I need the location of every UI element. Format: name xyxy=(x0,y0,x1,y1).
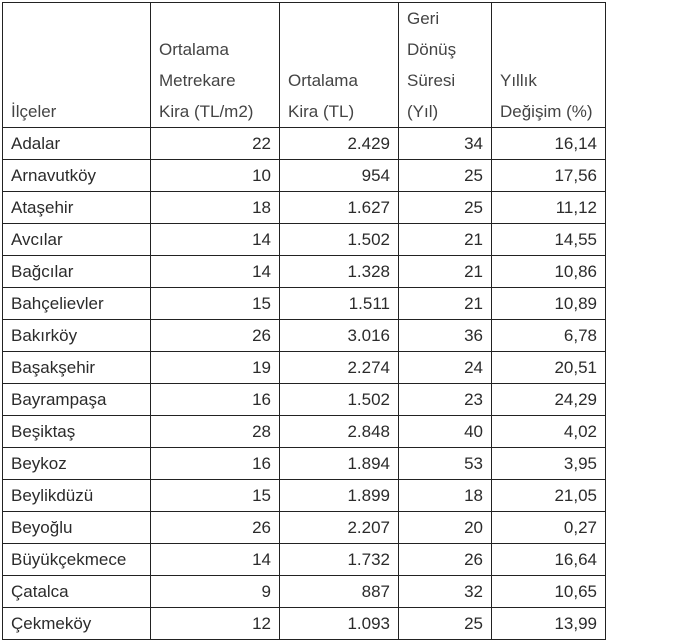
cell-district: Bayrampaşa xyxy=(3,384,151,416)
cell-annual-change: 0,27 xyxy=(492,512,606,544)
cell-annual-change: 16,14 xyxy=(492,128,606,160)
table-row xyxy=(3,544,606,576)
cell-avg-rent: 1.502 xyxy=(280,384,399,416)
cell-district: Büyükçekmece xyxy=(3,544,151,576)
cell-avg-sqm-rent: 14 xyxy=(151,256,280,288)
cell-district: Bağcılar xyxy=(3,256,151,288)
header-annual-change xyxy=(492,3,606,128)
table-row xyxy=(3,416,606,448)
table-header xyxy=(3,3,606,128)
cell-avg-rent: 887 xyxy=(280,576,399,608)
cell-payback-period: 26 xyxy=(399,544,492,576)
header-line: Metrekare xyxy=(159,71,236,90)
table-row xyxy=(3,448,606,480)
header-avg-rent xyxy=(280,3,399,128)
cell-annual-change: 20,51 xyxy=(492,352,606,384)
header-line: Değişim (%) xyxy=(500,102,593,121)
cell-annual-change: 24,29 xyxy=(492,384,606,416)
cell-payback-period: 20 xyxy=(399,512,492,544)
header-line: Dönüş xyxy=(407,40,457,59)
cell-district: Avcılar xyxy=(3,224,151,256)
header-line: Geri xyxy=(407,9,440,28)
cell-payback-period: 53 xyxy=(399,448,492,480)
cell-district: Çekmeköy xyxy=(3,608,151,640)
cell-payback-period: 25 xyxy=(399,192,492,224)
rent-table-container xyxy=(2,2,606,640)
cell-payback-period: 23 xyxy=(399,384,492,416)
cell-avg-sqm-rent: 28 xyxy=(151,416,280,448)
cell-avg-rent: 1.732 xyxy=(280,544,399,576)
table-row xyxy=(3,160,606,192)
cell-payback-period: 34 xyxy=(399,128,492,160)
cell-avg-sqm-rent: 12 xyxy=(151,608,280,640)
cell-avg-sqm-rent: 14 xyxy=(151,544,280,576)
table-row xyxy=(3,352,606,384)
cell-annual-change: 11,12 xyxy=(492,192,606,224)
cell-payback-period: 25 xyxy=(399,160,492,192)
cell-annual-change: 10,86 xyxy=(492,256,606,288)
header-line: Ortalama xyxy=(288,71,358,90)
cell-avg-sqm-rent: 10 xyxy=(151,160,280,192)
header-line: (Yıl) xyxy=(407,102,439,121)
table-row xyxy=(3,384,606,416)
cell-payback-period: 21 xyxy=(399,256,492,288)
table-body xyxy=(3,128,606,640)
table-row xyxy=(3,512,606,544)
cell-avg-rent: 1.627 xyxy=(280,192,399,224)
header-line: Süresi xyxy=(407,71,456,90)
cell-district: Ataşehir xyxy=(3,192,151,224)
cell-annual-change: 16,64 xyxy=(492,544,606,576)
table-row xyxy=(3,480,606,512)
header-line: Kira (TL) xyxy=(288,102,355,121)
cell-avg-sqm-rent: 26 xyxy=(151,320,280,352)
cell-avg-rent: 2.274 xyxy=(280,352,399,384)
cell-avg-rent: 3.016 xyxy=(280,320,399,352)
cell-annual-change: 10,65 xyxy=(492,576,606,608)
cell-avg-rent: 1.093 xyxy=(280,608,399,640)
cell-avg-rent: 2.207 xyxy=(280,512,399,544)
district-rent-table xyxy=(2,2,606,640)
header-line: Ortalama xyxy=(159,40,229,59)
cell-avg-sqm-rent: 26 xyxy=(151,512,280,544)
header-payback-period xyxy=(399,3,492,128)
cell-avg-rent: 1.502 xyxy=(280,224,399,256)
cell-payback-period: 32 xyxy=(399,576,492,608)
cell-avg-rent: 2.429 xyxy=(280,128,399,160)
cell-district: Beyoğlu xyxy=(3,512,151,544)
header-line: Kira (TL/m2) xyxy=(159,102,254,121)
table-row xyxy=(3,576,606,608)
cell-annual-change: 4,02 xyxy=(492,416,606,448)
cell-avg-rent: 1.328 xyxy=(280,256,399,288)
cell-avg-rent: 1.899 xyxy=(280,480,399,512)
cell-district: Beykoz xyxy=(3,448,151,480)
header-line: Yıllık xyxy=(500,71,537,90)
cell-avg-sqm-rent: 22 xyxy=(151,128,280,160)
table-row xyxy=(3,128,606,160)
table-row xyxy=(3,256,606,288)
header-row xyxy=(3,3,606,128)
cell-district: Başakşehir xyxy=(3,352,151,384)
cell-payback-period: 24 xyxy=(399,352,492,384)
cell-annual-change: 3,95 xyxy=(492,448,606,480)
cell-avg-rent: 1.894 xyxy=(280,448,399,480)
cell-payback-period: 21 xyxy=(399,288,492,320)
table-row xyxy=(3,320,606,352)
cell-payback-period: 40 xyxy=(399,416,492,448)
cell-district: Beylikdüzü xyxy=(3,480,151,512)
cell-district: Beşiktaş xyxy=(3,416,151,448)
cell-payback-period: 18 xyxy=(399,480,492,512)
cell-payback-period: 25 xyxy=(399,608,492,640)
cell-district: Adalar xyxy=(3,128,151,160)
cell-avg-sqm-rent: 19 xyxy=(151,352,280,384)
cell-annual-change: 17,56 xyxy=(492,160,606,192)
cell-avg-rent: 954 xyxy=(280,160,399,192)
cell-annual-change: 21,05 xyxy=(492,480,606,512)
header-district xyxy=(3,3,151,128)
cell-district: Bakırköy xyxy=(3,320,151,352)
cell-annual-change: 14,55 xyxy=(492,224,606,256)
cell-avg-sqm-rent: 9 xyxy=(151,576,280,608)
cell-avg-sqm-rent: 16 xyxy=(151,448,280,480)
cell-annual-change: 6,78 xyxy=(492,320,606,352)
cell-avg-sqm-rent: 14 xyxy=(151,224,280,256)
table-row xyxy=(3,608,606,640)
table-row xyxy=(3,192,606,224)
header-line: İlçeler xyxy=(11,102,57,121)
cell-avg-sqm-rent: 15 xyxy=(151,480,280,512)
cell-district: Çatalca xyxy=(3,576,151,608)
cell-district: Bahçelievler xyxy=(3,288,151,320)
cell-avg-sqm-rent: 15 xyxy=(151,288,280,320)
table-row xyxy=(3,288,606,320)
cell-avg-rent: 2.848 xyxy=(280,416,399,448)
table-row xyxy=(3,224,606,256)
cell-avg-rent: 1.511 xyxy=(280,288,399,320)
cell-avg-sqm-rent: 16 xyxy=(151,384,280,416)
cell-annual-change: 10,89 xyxy=(492,288,606,320)
header-avg-sqm-rent xyxy=(151,3,280,128)
cell-payback-period: 36 xyxy=(399,320,492,352)
cell-avg-sqm-rent: 18 xyxy=(151,192,280,224)
cell-annual-change: 13,99 xyxy=(492,608,606,640)
cell-district: Arnavutköy xyxy=(3,160,151,192)
cell-payback-period: 21 xyxy=(399,224,492,256)
